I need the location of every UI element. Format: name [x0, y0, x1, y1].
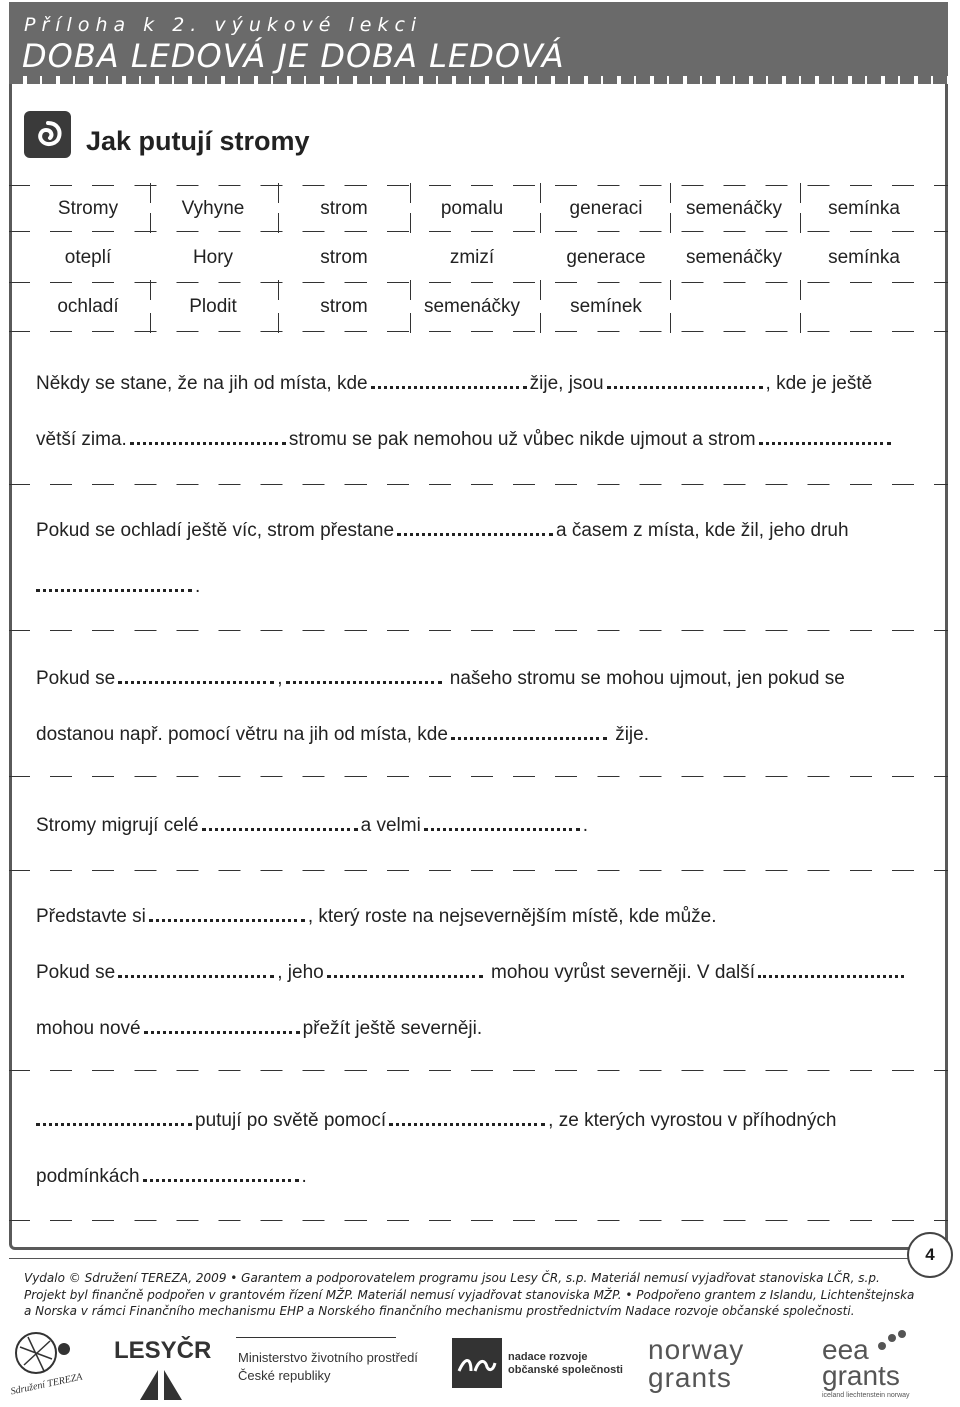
word-bank-tick [150, 280, 151, 300]
sentence: větší zima. stromu se pak nemohou už vůbec nikde ujmout a strom [36, 429, 894, 451]
nros-logo-line1: nadace rozvoje [508, 1351, 588, 1363]
divider [9, 484, 948, 485]
divider [9, 630, 948, 631]
eea-grants-logo-line3: iceland liechtenstein norway [822, 1392, 910, 1399]
word-bank-item: strom [320, 296, 368, 317]
word-bank-item: ochladí [57, 296, 119, 317]
blank[interactable] [397, 527, 553, 536]
sentence: mohou nové přežít ještě severněji. [36, 1018, 483, 1039]
blank[interactable] [424, 822, 580, 831]
word-bank-tick [410, 280, 411, 300]
blank[interactable] [202, 822, 358, 831]
blank[interactable] [286, 675, 442, 684]
word-bank-tick [670, 183, 671, 203]
divider [9, 870, 948, 871]
divider [9, 1070, 948, 1071]
eea-dots-icon [876, 1330, 908, 1358]
eea-grants-logo-line1: eea [822, 1334, 869, 1365]
blank[interactable] [371, 380, 527, 389]
sentence: Pokud se ochladí ještě víc, strom přestane a časem z místa, kde žil, jeho druh [36, 520, 849, 541]
word-bank-item: strom [320, 247, 368, 268]
word-bank-tick [150, 213, 151, 233]
page-number: 4 [907, 1232, 953, 1278]
word-bank-tick [410, 213, 411, 233]
blank[interactable] [144, 1025, 300, 1034]
word-bank-tick [670, 313, 671, 333]
sentence: Pokud se , jeho mohou vyrůst severněji. V další [36, 962, 907, 984]
eea-grants-logo-line2: grants [822, 1360, 900, 1391]
word-bank-item: strom [320, 198, 368, 219]
word-bank-item: semenáčky [685, 247, 783, 268]
blank[interactable] [759, 436, 891, 445]
word-bank-tick [410, 313, 411, 333]
word-bank-tick [150, 313, 151, 333]
blank[interactable] [143, 1173, 299, 1182]
ministry-logo-line2: České republiky [238, 1368, 331, 1383]
word-bank-tick [540, 313, 541, 333]
word-bank-item: zmizí [449, 247, 495, 268]
word-bank-tick [800, 213, 801, 233]
divider [9, 1220, 948, 1221]
sentence: . [36, 576, 200, 598]
word-bank-item: Plodit [189, 296, 237, 317]
blank[interactable] [118, 675, 274, 684]
word-bank-item: Stromy [57, 198, 119, 219]
word-bank-item: semínek [570, 296, 642, 317]
header-title: DOBA LEDOVÁ JE DOBA LEDOVÁ [22, 37, 565, 75]
sentence: Někdy se stane, že na jih od místa, kde žije, jsou , kde je ještě [36, 373, 873, 394]
sentence: Stromy migrují celé a velmi . [36, 815, 589, 836]
word-bank-tick [278, 280, 279, 300]
blank[interactable] [130, 436, 286, 445]
sentence: Představte si , který roste na nejsevernějším místě, kde může. [36, 906, 717, 927]
blank[interactable] [149, 913, 305, 922]
norway-grants-logo-line2: grants [648, 1362, 732, 1393]
word-bank-item: generaci [569, 198, 643, 219]
word-bank-tick [670, 280, 671, 300]
word-bank-tick [800, 313, 801, 333]
word-bank-tick [150, 183, 151, 203]
sentence: dostanou např. pomocí větru na jih od místa, kde žije. [36, 724, 649, 745]
lesy-emblem-icon [136, 1368, 186, 1406]
blank[interactable] [118, 969, 274, 978]
footer-line: a Norska v rámci Finančního mechanismu EHP a Norského finančního mechanismu prostřednictvím Nadace rozvoje občanské společnosti. [24, 1304, 855, 1318]
word-bank-tick [278, 313, 279, 333]
word-bank-tick [540, 280, 541, 300]
word-bank-tick [670, 213, 671, 233]
ministry-rule [236, 1337, 396, 1338]
word-bank-tick [278, 183, 279, 203]
lesy-logo: LESYČR [114, 1337, 212, 1364]
blank[interactable] [607, 380, 763, 389]
word-bank-item: semínka [828, 198, 900, 219]
word-bank-item: Vyhyne [181, 198, 245, 219]
nros-logo-line2: občanské společnosti [508, 1364, 623, 1376]
blank[interactable] [389, 1117, 545, 1126]
blank[interactable] [327, 969, 483, 978]
header-kicker: Příloha k 2. výukové lekci [24, 14, 423, 36]
footer-line: Projekt byl finančně podpořen v grantovém řízení MŽP. Materiál nemusí vyjadřovat stanoviska MŽP. • Podpořeno grantem z Islandu, Lichtenštejnska [24, 1288, 915, 1302]
word-bank-item: oteplí [64, 247, 112, 268]
word-bank-tick [800, 183, 801, 203]
blank[interactable] [758, 969, 904, 978]
footer-line: Vydalo © Sdružení TEREZA, 2009 • Garantem a podporovatelem programu jsou Lesy ČR, s.p. Materiál nemusí vyjadřovat stanoviska LČR, s.p. [24, 1271, 880, 1285]
word-bank-item: semenáčky [423, 296, 521, 317]
divider [9, 776, 948, 777]
ministry-logo-line1: Ministerstvo životního prostředí [238, 1350, 418, 1365]
norway-grants-logo-line1: norway [648, 1334, 745, 1365]
sentence: Pokud se , našeho stromu se mohou ujmout, jen pokud se [36, 668, 845, 689]
sentence: podmínkách . [36, 1166, 307, 1187]
section-title: Jak putují stromy [86, 126, 310, 156]
tereza-logo: Sdružení TEREZA [6, 1327, 84, 1403]
sentence: putují po světě pomocí , ze kterých vyrostou v příhodných [36, 1110, 836, 1132]
footer-rule [9, 1258, 914, 1259]
spiral-icon [24, 111, 71, 158]
word-bank-tick [278, 213, 279, 233]
word-bank-item: semínka [828, 247, 900, 268]
blank[interactable] [36, 1117, 192, 1126]
word-bank-item: semenáčky [685, 198, 783, 219]
word-bank-tick [410, 183, 411, 203]
nros-logo-icon [452, 1338, 502, 1388]
blank[interactable] [451, 731, 607, 740]
word-bank-tick [540, 213, 541, 233]
word-bank-tick [800, 280, 801, 300]
word-bank-item: pomalu [440, 198, 504, 219]
word-bank-item: Hory [192, 247, 234, 268]
word-bank-item: generace [566, 247, 646, 268]
blank[interactable] [36, 583, 192, 592]
word-bank-tick [540, 183, 541, 203]
